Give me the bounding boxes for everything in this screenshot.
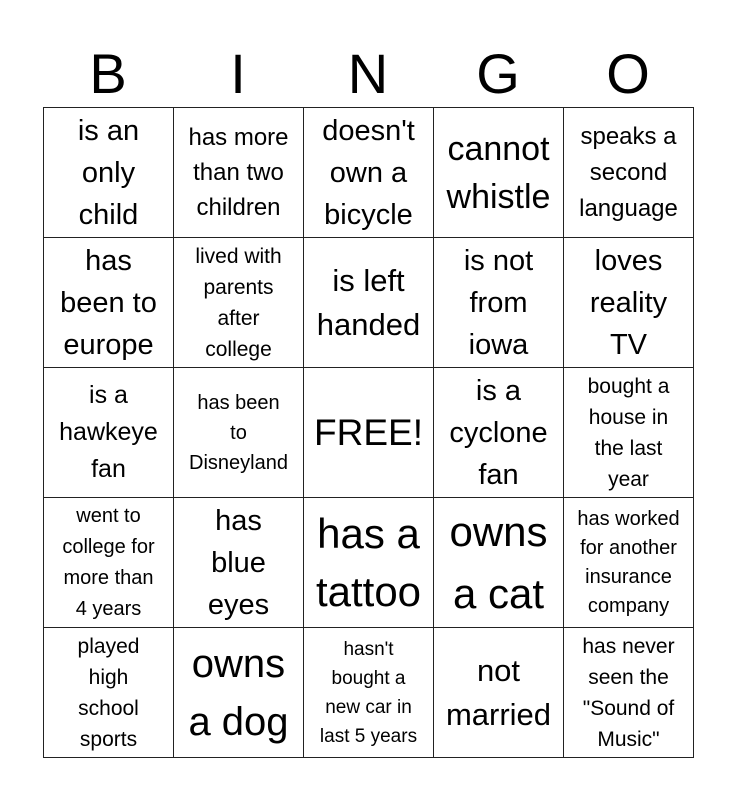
bingo-cell[interactable]	[44, 368, 174, 498]
bingo-cell-text: is an only child	[77, 114, 140, 231]
header-letter-o: O	[606, 42, 650, 105]
bingo-cell[interactable]	[44, 498, 174, 628]
bingo-cell[interactable]	[564, 498, 694, 628]
bingo-cell[interactable]	[174, 108, 304, 238]
bingo-cell-text: went to college for more than 4 years	[62, 504, 155, 620]
bingo-cell[interactable]	[174, 238, 304, 368]
bingo-cell[interactable]	[564, 108, 694, 238]
bingo-cell-text: loves reality TV	[589, 244, 668, 361]
bingo-cell-text: has worked for another insurance company	[577, 507, 680, 617]
bingo-row	[44, 238, 694, 368]
header-letter-i: I	[230, 42, 246, 105]
bingo-cell[interactable]	[174, 368, 304, 498]
bingo-cell[interactable]	[174, 628, 304, 758]
bingo-cell-text: is left handed	[316, 262, 421, 342]
bingo-cell-text: owns a cat	[449, 507, 548, 617]
free-space-cell[interactable]	[304, 368, 434, 498]
bingo-cell-text: has more than two children	[188, 124, 289, 221]
bingo-cell[interactable]	[434, 628, 564, 758]
bingo-cell[interactable]	[174, 498, 304, 628]
bingo-cell-text: has a tattoo	[315, 509, 422, 615]
bingo-cell[interactable]	[304, 238, 434, 368]
bingo-cell[interactable]	[564, 238, 694, 368]
bingo-cell-text: owns a dog	[188, 641, 289, 744]
bingo-cell[interactable]	[564, 628, 694, 758]
bingo-cell-text: speaks a second language	[579, 122, 678, 222]
bingo-cell-text: is a hawkeye fan	[59, 381, 158, 483]
bingo-cell-text: lived with parents after college	[195, 244, 282, 361]
bingo-cell-text: is a cyclone fan	[449, 374, 548, 491]
bingo-cell-text: not married	[445, 652, 552, 732]
bingo-cell-text: is not from iowa	[463, 244, 534, 361]
bingo-cell[interactable]	[44, 238, 174, 368]
bingo-cell-text: FREE!	[314, 411, 423, 453]
bingo-cell[interactable]	[434, 108, 564, 238]
bingo-grid	[43, 107, 694, 758]
bingo-row	[44, 368, 694, 498]
bingo-header	[43, 40, 693, 108]
bingo-cell[interactable]	[44, 628, 174, 758]
bingo-cell-text: has blue eyes	[207, 504, 270, 621]
bingo-cell-text: has never seen the "Sound of Music"	[582, 634, 675, 751]
bingo-cell[interactable]	[304, 498, 434, 628]
bingo-cell-text: has been to Disneyland	[189, 391, 288, 474]
bingo-row	[44, 498, 694, 628]
bingo-cell[interactable]	[44, 108, 174, 238]
bingo-row	[44, 628, 694, 758]
header-letter-b: B	[89, 42, 127, 105]
bingo-cell[interactable]	[304, 108, 434, 238]
header-letter-g: G	[476, 42, 520, 105]
bingo-cell[interactable]	[434, 238, 564, 368]
bingo-row	[44, 108, 694, 238]
bingo-cell[interactable]	[564, 368, 694, 498]
bingo-cell-text: has been to europe	[60, 244, 157, 361]
bingo-cell-text: doesn't own a bicycle	[322, 114, 415, 231]
bingo-cell-text: played high school sports	[77, 634, 140, 751]
bingo-cell-text: hasn't bought a new car in last 5 years	[319, 638, 418, 747]
bingo-cell[interactable]	[434, 368, 564, 498]
bingo-cell[interactable]	[434, 498, 564, 628]
bingo-cell-text: cannot whistle	[446, 129, 551, 216]
header-letter-n: N	[347, 42, 389, 105]
bingo-cell[interactable]	[304, 628, 434, 758]
bingo-cell-text: bought a house in the last year	[587, 374, 670, 491]
